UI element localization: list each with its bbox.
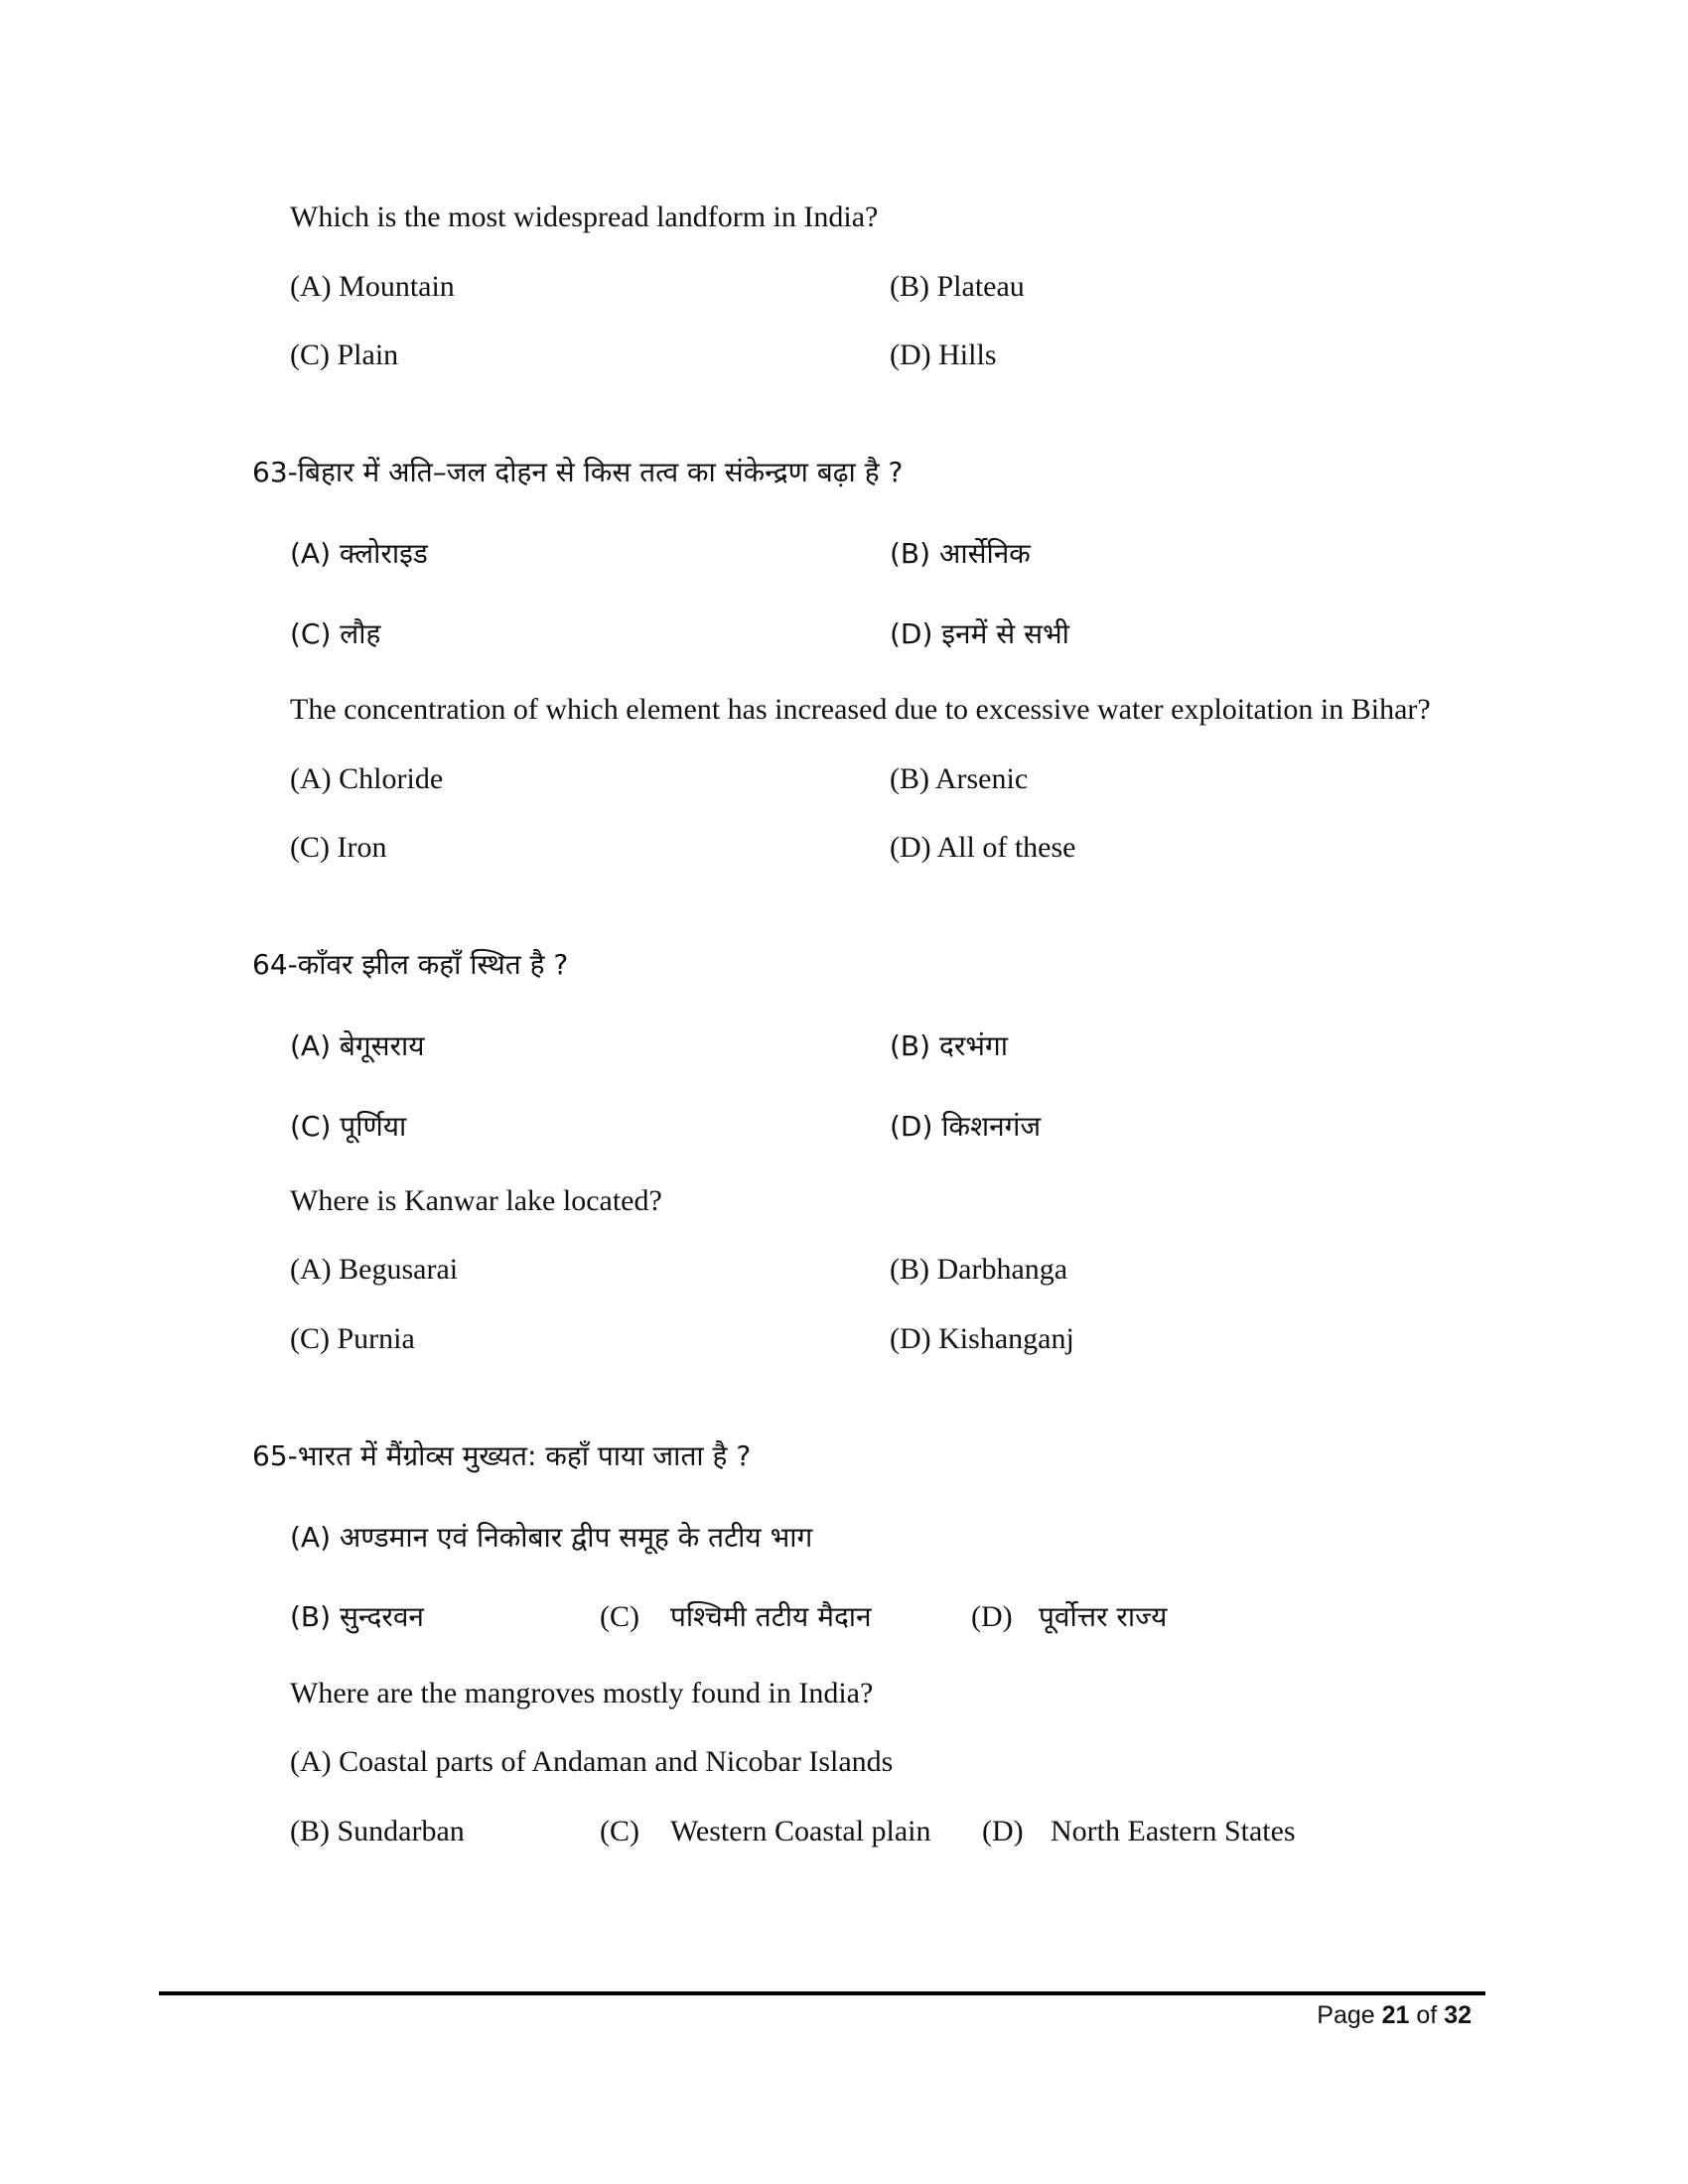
- option-d-letter: (D): [982, 1815, 1024, 1847]
- option-b: (B) Plateau: [890, 270, 1025, 303]
- option-b: (B) Darbhanga: [890, 1253, 1068, 1286]
- option-a: (A) Mountain: [290, 270, 455, 303]
- option-a-hi: (A) अण्डमान एवं निकोबार द्वीप समूह के तटीय भाग: [290, 1521, 813, 1554]
- option-c-letter: (C): [600, 1815, 639, 1847]
- option-c: Western Coastal plain: [670, 1815, 931, 1847]
- page-current: 21: [1381, 2001, 1410, 2029]
- option-d-hi: पूर्वोत्तर राज्य: [1039, 1600, 1168, 1633]
- option-b-hi: (B) दरभंगा: [890, 1029, 1008, 1062]
- option-a: (A) Coastal parts of Andaman and Nicobar Islands: [290, 1745, 894, 1778]
- option-d: (D) Hills: [890, 339, 997, 371]
- option-b: (B) Arsenic: [890, 762, 1029, 795]
- option-a: (A) Chloride: [290, 762, 444, 795]
- page-label: Page: [1317, 2001, 1375, 2029]
- option-d: North Eastern States: [1051, 1815, 1296, 1847]
- question-64-en: Where is Kanwar lake located?: [290, 1184, 662, 1217]
- option-d-letter-hi: (D): [971, 1600, 1013, 1633]
- option-c-hi: (C) पूर्णिया: [290, 1110, 407, 1143]
- option-c-hi: (C) लौह: [290, 617, 381, 650]
- page-number: [1317, 2001, 1472, 2030]
- option-b-hi: (B) सुन्दरवन: [290, 1600, 424, 1633]
- option-c-hi: पश्चिमी तटीय मैदान: [670, 1600, 872, 1633]
- option-c: (C) Plain: [290, 339, 399, 371]
- option-b: (B) Sundarban: [290, 1815, 465, 1847]
- question-64-hi: 64-काँवर झील कहाँ स्थित है ?: [252, 948, 569, 981]
- option-c-letter-hi: (C): [600, 1600, 639, 1633]
- of-label: of: [1416, 2001, 1438, 2029]
- option-d: (D) All of these: [890, 831, 1076, 864]
- option-c: (C) Iron: [290, 831, 387, 864]
- question-63-en: The concentration of which element has increased due to excessive water exploitation in Bihar?: [290, 693, 1431, 726]
- option-d-hi: (D) इनमें से सभी: [890, 617, 1069, 650]
- option-a-hi: (A) बेगूसराय: [290, 1029, 425, 1062]
- question-65-hi: 65-भारत में मैंग्रोव्स मुख्यत: कहाँ पाया जाता है ?: [252, 1439, 752, 1472]
- option-c: (C) Purnia: [290, 1322, 415, 1355]
- question-63-hi: 63-बिहार में अति–जल दोहन से किस तत्व का संकेन्द्रण बढ़ा है ?: [252, 456, 904, 488]
- option-a: (A) Begusarai: [290, 1253, 459, 1286]
- page-total: 32: [1444, 2001, 1472, 2029]
- option-b-hi: (B) आर्सेनिक: [890, 537, 1031, 570]
- option-d-hi: (D) किशनगंज: [890, 1110, 1042, 1143]
- question-65-en: Where are the mangroves mostly found in India?: [290, 1677, 874, 1709]
- footer-divider: [159, 1991, 1485, 1995]
- option-a-hi: (A) क्लोराइड: [290, 537, 428, 570]
- option-d: (D) Kishanganj: [890, 1322, 1074, 1355]
- question-62-en: Which is the most widespread landform in India?: [290, 201, 879, 233]
